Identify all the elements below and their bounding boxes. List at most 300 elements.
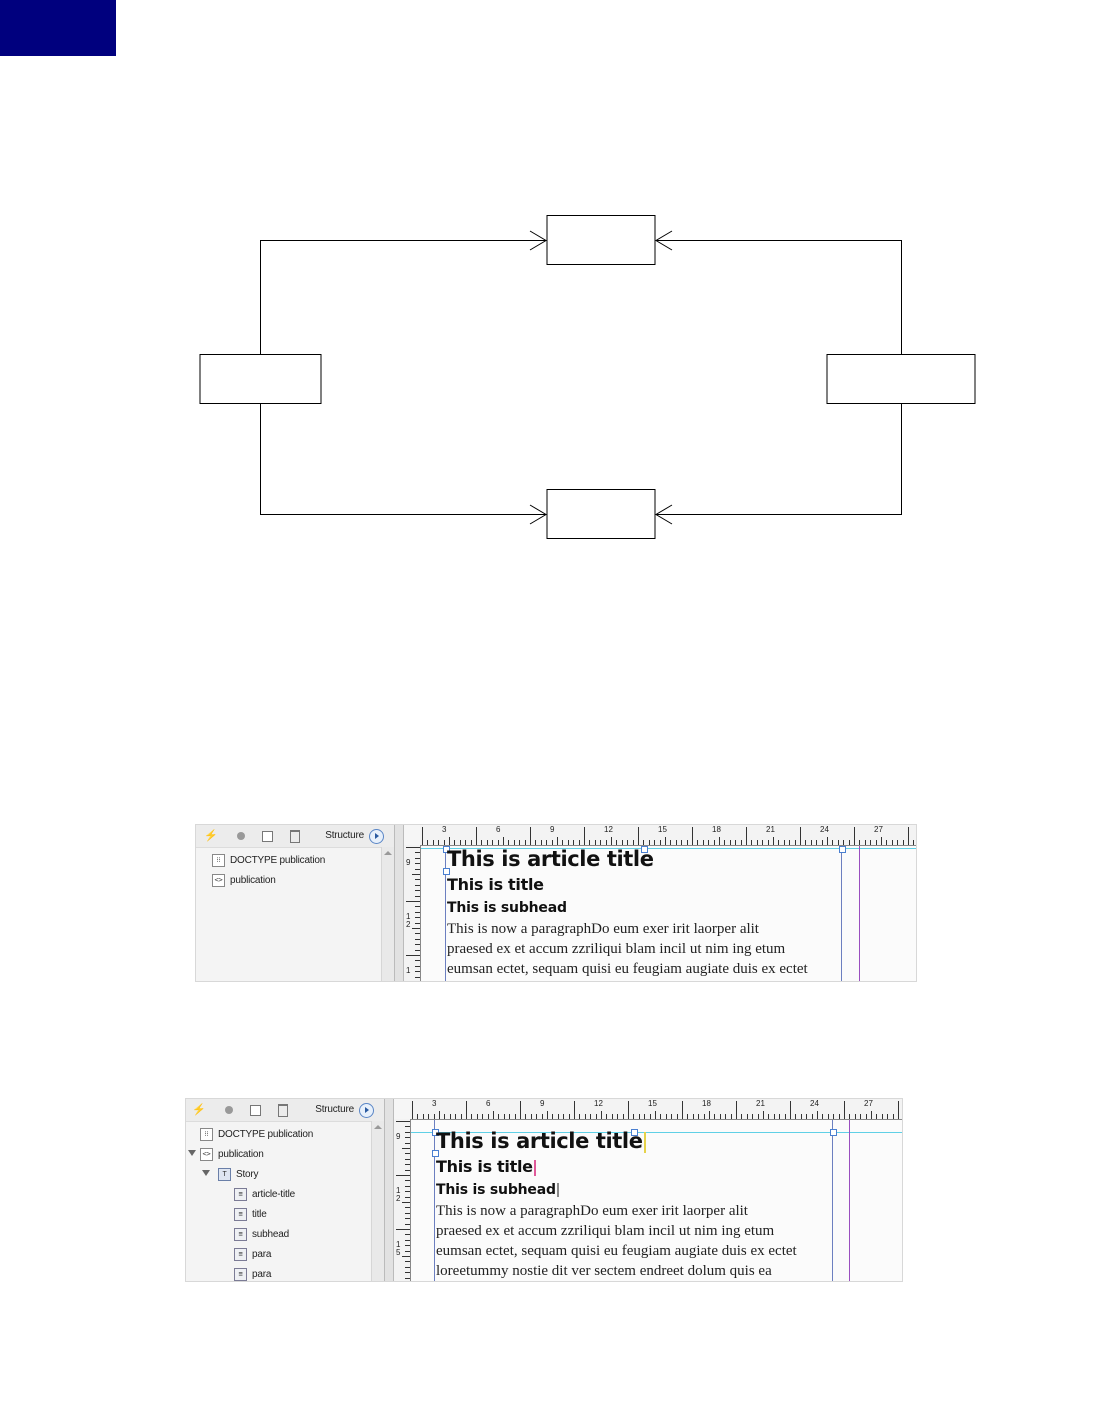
ruler-tick	[616, 840, 617, 845]
ruler-tick	[676, 840, 677, 845]
ruler-tick	[552, 1114, 553, 1119]
structure-panel	[186, 1099, 384, 1281]
tree-item-subhead[interactable]	[186, 1225, 372, 1245]
ruler-label: 12	[594, 1099, 603, 1108]
ruler-tick	[546, 840, 547, 845]
ruler-tick	[569, 1114, 570, 1119]
ruler-tick	[454, 840, 455, 845]
ruler-tick	[415, 950, 420, 951]
tree-item-article-title[interactable]	[186, 1185, 372, 1205]
text-element-icon: ≡	[234, 1188, 247, 1201]
ruler-tick	[768, 840, 769, 845]
ruler-tick	[487, 840, 488, 845]
ruler-tick	[731, 1114, 732, 1119]
ruler-tick	[763, 1111, 764, 1119]
trash-icon[interactable]	[290, 830, 300, 843]
ruler-tick	[785, 1114, 786, 1119]
ruler-tick	[871, 1111, 872, 1119]
ruler-tick	[886, 840, 887, 845]
ruler-tick	[405, 1126, 410, 1127]
ruler-label: 1 2	[406, 912, 411, 929]
ruler-tick	[542, 1114, 543, 1119]
ruler-tick	[530, 827, 531, 845]
ruler-tick	[590, 1114, 591, 1119]
ruler-tick	[498, 1114, 499, 1119]
ruler-tick	[415, 863, 420, 864]
record-icon[interactable]	[222, 1103, 236, 1117]
ruler-tick	[709, 1111, 710, 1119]
ruler-tick	[698, 1114, 699, 1119]
doctype-icon: ⁝⁝	[212, 854, 225, 867]
ruler-tick	[606, 840, 607, 845]
ruler-tick	[832, 840, 833, 845]
frame-handle[interactable]	[839, 846, 846, 853]
ruler-tick	[405, 1234, 410, 1235]
left-margin-guide	[445, 846, 446, 981]
indesign-screenshot-expanded	[185, 1098, 903, 1282]
record-icon[interactable]	[234, 829, 248, 843]
ruler-label: 3	[442, 825, 447, 834]
ruler-tick	[687, 1114, 688, 1119]
ruler-tick	[838, 840, 839, 845]
ruler-tick	[402, 1256, 410, 1257]
ruler-tick	[405, 1180, 410, 1181]
ruler-tick	[415, 890, 420, 891]
ruler-tick	[504, 1114, 505, 1119]
ruler-tick	[866, 1114, 867, 1119]
ruler-tick	[816, 840, 817, 845]
ruler-tick	[812, 1114, 813, 1119]
ruler-label: 1 2	[396, 1186, 401, 1203]
ruler-label: 9	[396, 1132, 401, 1141]
lightning-icon[interactable]: ⚡	[192, 1104, 206, 1116]
structure-toolbar	[186, 1099, 384, 1122]
ruler-label: 18	[702, 1099, 711, 1108]
pane-divider[interactable]	[394, 825, 404, 981]
ruler-tick	[552, 840, 553, 845]
ruler-tick	[747, 1114, 748, 1119]
ruler-tick	[415, 966, 420, 967]
subhead-text	[436, 1179, 797, 1201]
para-line: This is now a paragraphDo eum exer irit laorper alit	[436, 1203, 748, 1219]
ruler-tick	[655, 1111, 656, 1119]
ruler-label: 24	[820, 825, 829, 834]
ruler-label: 9	[540, 1099, 545, 1108]
tree-item-label: publication	[230, 875, 276, 886]
ruler-tick	[405, 1191, 410, 1192]
ruler-tick	[558, 1114, 559, 1119]
ruler-tick	[520, 1101, 521, 1119]
ruler-tick	[601, 1111, 602, 1119]
tree-item-label: para	[252, 1249, 272, 1260]
ruler-tick	[562, 840, 563, 845]
ruler-tick	[405, 1159, 410, 1160]
ruler-tick	[412, 928, 420, 929]
horizontal-ruler	[420, 825, 916, 846]
para-line: eumsan ectet, sequam quisi eu feugiam augiate duis ex ectet	[447, 961, 808, 977]
lightning-icon[interactable]: ⚡	[204, 830, 218, 842]
frame-handle[interactable]	[830, 1129, 837, 1136]
connector-left-to-top	[261, 241, 547, 355]
subhead-label: This is subhead	[436, 1182, 556, 1198]
column-guide	[859, 846, 860, 981]
panel-menu-button[interactable]	[369, 829, 384, 844]
ruler-tick	[898, 1101, 899, 1119]
ruler-tick	[493, 1111, 494, 1119]
ruler-tick	[405, 1213, 410, 1214]
ruler-tick	[752, 1114, 753, 1119]
ruler-tick	[415, 977, 420, 978]
right-margin-guide	[832, 1120, 833, 1281]
subhead-text: This is subhead	[447, 900, 567, 916]
ruler-tick	[406, 847, 420, 848]
ruler-tick	[471, 1114, 472, 1119]
ruler-tick	[790, 1101, 791, 1119]
text-frame[interactable]	[436, 1128, 797, 1281]
scroll-up-icon[interactable]	[384, 849, 392, 857]
ruler-tick	[795, 840, 796, 845]
ruler-tick	[666, 1114, 667, 1119]
ruler-tick	[719, 837, 720, 845]
ruler-tick	[633, 1114, 634, 1119]
text-element-icon: ≡	[234, 1248, 247, 1261]
ruler-tick	[633, 840, 634, 845]
ruler-tick	[415, 885, 420, 886]
tree-item-doctype[interactable]	[196, 851, 382, 871]
tree-item-story[interactable]	[186, 1165, 372, 1185]
structure-toolbar	[196, 825, 394, 848]
ruler-tick	[849, 840, 850, 845]
ruler-tick	[405, 1245, 410, 1246]
ruler-tick	[859, 840, 860, 845]
ruler-tick	[693, 1114, 694, 1119]
ruler-tick	[806, 1114, 807, 1119]
diagram-node-right	[827, 355, 975, 404]
ruler-tick	[557, 837, 558, 845]
ruler-tick	[720, 1114, 721, 1119]
ruler-tick	[801, 1114, 802, 1119]
tree-item-label: subhead	[252, 1229, 289, 1240]
ruler-tick	[423, 1114, 424, 1119]
ruler-tick	[703, 840, 704, 845]
ruler-tick	[697, 840, 698, 845]
tree-item-doctype[interactable]	[186, 1125, 372, 1145]
ruler-tick	[800, 827, 801, 845]
ruler-tick	[405, 1272, 410, 1273]
ruler-tick	[415, 858, 420, 859]
title-text	[436, 1154, 797, 1179]
ruler-tick	[444, 1114, 445, 1119]
ruler-tick	[415, 879, 420, 880]
ruler-tick	[402, 1148, 410, 1149]
ruler-tick	[881, 837, 882, 845]
ruler-tick	[681, 840, 682, 845]
title-text: This is title	[447, 875, 544, 894]
ruler-label: 1 5	[396, 1240, 401, 1257]
ruler-tick	[541, 840, 542, 845]
ruler-tick	[768, 1114, 769, 1119]
ruler-tick	[730, 840, 731, 845]
connector-right-to-top	[656, 241, 902, 355]
ruler-tick	[405, 1218, 410, 1219]
ruler-tick	[422, 827, 423, 845]
indesign-screenshot-collapsed	[195, 824, 917, 982]
ruler-tick	[758, 1114, 759, 1119]
ruler-tick	[427, 840, 428, 845]
ruler-tick	[415, 896, 420, 897]
text-element-icon: ≡	[234, 1268, 247, 1281]
ruler-tick	[405, 1197, 410, 1198]
ruler-tick	[595, 840, 596, 845]
article-title-label: This is article title	[436, 1129, 643, 1153]
ruler-tick	[741, 840, 742, 845]
ruler-tick	[805, 840, 806, 845]
ruler-tick	[735, 840, 736, 845]
ruler-tick	[455, 1114, 456, 1119]
panel-scrollbar[interactable]	[381, 847, 394, 981]
ruler-tick	[488, 1114, 489, 1119]
ruler-tick	[844, 1101, 845, 1119]
ruler-tick	[589, 840, 590, 845]
ruler-tick	[396, 1121, 410, 1122]
ruler-tick	[741, 1114, 742, 1119]
ruler-tick	[471, 840, 472, 845]
column-guide	[849, 1120, 850, 1281]
ruler-tick	[650, 1114, 651, 1119]
ruler-tick	[638, 827, 639, 845]
ruler-tick	[855, 1114, 856, 1119]
text-frame[interactable]	[447, 846, 808, 979]
ruler-tick	[433, 840, 434, 845]
ruler-tick	[405, 1278, 410, 1279]
ruler-tick	[415, 939, 420, 940]
ruler-tick	[617, 1114, 618, 1119]
tree-item-label: para	[252, 1269, 272, 1280]
ruler-label: 12	[604, 825, 613, 834]
text-element-icon: ≡	[234, 1208, 247, 1221]
ruler-tick	[405, 1186, 410, 1187]
ruler-tick	[643, 840, 644, 845]
ruler-tick	[839, 1114, 840, 1119]
ruler-label: 9	[406, 858, 411, 867]
ruler-tick	[757, 840, 758, 845]
ruler-tick	[434, 1114, 435, 1119]
ruler-tick	[746, 827, 747, 845]
ruler-tick	[644, 1114, 645, 1119]
ruler-tick	[789, 840, 790, 845]
ruler-label: 27	[874, 825, 883, 834]
horizontal-ruler	[410, 1099, 902, 1120]
ruler-tick	[822, 1114, 823, 1119]
vertical-ruler	[394, 1119, 411, 1281]
ruler-tick	[628, 1101, 629, 1119]
ruler-tick	[476, 827, 477, 845]
ruler-tick	[827, 837, 828, 845]
ruler-tick	[887, 1114, 888, 1119]
tree-item-label: publication	[218, 1149, 264, 1160]
ruler-tick	[828, 1114, 829, 1119]
ruler-label: 15	[658, 825, 667, 834]
ruler-tick	[405, 1164, 410, 1165]
ruler-tick	[687, 840, 688, 845]
ruler-tick	[682, 1101, 683, 1119]
ruler-label: 27	[864, 1099, 873, 1108]
new-element-icon[interactable]	[262, 831, 273, 842]
ruler-tick	[415, 923, 420, 924]
ruler-tick	[708, 840, 709, 845]
ruler-tick	[525, 1114, 526, 1119]
ruler-tick	[897, 840, 898, 845]
ruler-tick	[811, 840, 812, 845]
para-line: This is now a paragraphDo eum exer irit laorper alit	[447, 921, 759, 937]
ruler-tick	[670, 840, 671, 845]
pane-divider[interactable]	[384, 1099, 394, 1281]
tree-item-para[interactable]	[186, 1245, 372, 1265]
disclosure-triangle-icon[interactable]	[188, 1150, 196, 1156]
ruler-tick	[461, 1114, 462, 1119]
ruler-tick	[535, 840, 536, 845]
text-element-icon: ≡	[234, 1228, 247, 1241]
title-label: This is title	[436, 1157, 533, 1176]
ruler-tick	[600, 840, 601, 845]
ruler-tick	[415, 933, 420, 934]
ruler-tick	[449, 837, 450, 845]
panel-scrollbar[interactable]	[371, 1121, 384, 1281]
ruler-tick	[444, 840, 445, 845]
connector-left-to-bottom	[261, 404, 547, 515]
ruler-tick	[481, 840, 482, 845]
ruler-tick	[671, 1114, 672, 1119]
ruler-tick	[428, 1114, 429, 1119]
ruler-tick	[563, 1114, 564, 1119]
structure-panel	[196, 825, 394, 981]
ruler-tick	[665, 837, 666, 845]
panel-title: Structure	[325, 830, 364, 841]
ruler-tick	[724, 840, 725, 845]
ruler-tick	[913, 840, 914, 845]
new-element-icon[interactable]	[250, 1105, 261, 1116]
ruler-tick	[402, 1202, 410, 1203]
connector-right-to-bottom	[656, 404, 902, 515]
para-line: loreetummy nostie dit ver sectem endreet dolum quis ea	[436, 1263, 772, 1279]
left-margin-guide	[434, 1120, 435, 1281]
ruler-tick	[466, 1101, 467, 1119]
ruler-tick	[412, 1101, 413, 1119]
trash-icon[interactable]	[278, 1104, 288, 1117]
document-page	[411, 1120, 902, 1281]
ruler-tick	[751, 840, 752, 845]
ruler-tick	[525, 840, 526, 845]
para-line: eumsan ectet, sequam quisi eu feugiam augiate duis ex ectet	[436, 1243, 797, 1259]
ruler-tick	[415, 971, 420, 972]
ruler-label: 1	[406, 966, 411, 975]
ruler-tick	[406, 955, 420, 956]
ruler-tick	[779, 1114, 780, 1119]
ruler-tick	[795, 1114, 796, 1119]
diagram-node-left	[200, 355, 321, 404]
ruler-tick	[514, 840, 515, 845]
element-icon: <>	[212, 874, 225, 887]
ruler-tick	[849, 1114, 850, 1119]
ruler-tick	[773, 837, 774, 845]
ruler-tick	[405, 1137, 410, 1138]
tree-item-para[interactable]	[186, 1265, 372, 1282]
ruler-tick	[893, 1114, 894, 1119]
diagram-node-top	[547, 216, 655, 265]
ruler-label: 9	[550, 825, 555, 834]
ruler-tick	[585, 1114, 586, 1119]
ruler-tick	[415, 944, 420, 945]
ruler-tick	[509, 1114, 510, 1119]
tree-item-label: DOCTYPE publication	[230, 855, 326, 866]
ruler-tick	[579, 1114, 580, 1119]
ruler-tick	[908, 827, 909, 845]
ruler-tick	[778, 840, 779, 845]
ruler-tick	[415, 917, 420, 918]
ruler-tick	[882, 1114, 883, 1119]
tree-item-publication[interactable]	[186, 1145, 372, 1165]
ruler-tick	[465, 840, 466, 845]
ruler-tick	[415, 912, 420, 913]
ruler-label: 6	[486, 1099, 491, 1108]
tree-item-label: title	[252, 1209, 267, 1220]
ruler-tick	[876, 840, 877, 845]
doctype-icon: ⁝⁝	[200, 1128, 213, 1141]
para-line: praesed ex et accum zzriliqui blam incil ut nim ing etum	[447, 941, 786, 957]
disclosure-triangle-icon[interactable]	[202, 1170, 210, 1176]
ruler-tick	[405, 1224, 410, 1225]
ruler-label: 21	[756, 1099, 765, 1108]
ruler-tick	[822, 840, 823, 845]
tree-item-publication[interactable]	[196, 871, 382, 891]
ruler-tick	[405, 1132, 410, 1133]
right-margin-guide	[841, 846, 842, 981]
ruler-tick	[573, 840, 574, 845]
ruler-tick	[412, 874, 420, 875]
panel-title: Structure	[315, 1104, 354, 1115]
ruler-tick	[843, 840, 844, 845]
ruler-tick	[519, 840, 520, 845]
ruler-tick	[396, 1175, 410, 1176]
ruler-tick	[903, 840, 904, 845]
ruler-tick	[568, 840, 569, 845]
story-icon: T	[218, 1168, 231, 1181]
ruler-tick	[714, 1114, 715, 1119]
diagram-node-bottom	[547, 490, 655, 539]
ruler-tick	[498, 840, 499, 845]
panel-menu-button[interactable]	[359, 1103, 374, 1118]
tree-item-label: DOCTYPE publication	[218, 1129, 314, 1140]
ruler-tick	[396, 1229, 410, 1230]
ruler-tick	[654, 840, 655, 845]
ruler-tick	[892, 840, 893, 845]
ruler-tick	[639, 1114, 640, 1119]
ruler-label: 3	[432, 1099, 437, 1108]
ruler-tick	[833, 1114, 834, 1119]
ruler-tick	[784, 840, 785, 845]
tag-marker	[557, 1183, 559, 1197]
ruler-label: 18	[712, 825, 721, 834]
ruler-tick	[503, 837, 504, 845]
ruler-tick	[405, 1251, 410, 1252]
scroll-up-icon[interactable]	[374, 1123, 382, 1131]
ruler-tick	[415, 852, 420, 853]
tag-marker	[534, 1160, 536, 1176]
ruler-tick	[405, 1170, 410, 1171]
ruler-tick	[415, 960, 420, 961]
ruler-tick	[405, 1267, 410, 1268]
tree-item-title[interactable]	[186, 1205, 372, 1225]
